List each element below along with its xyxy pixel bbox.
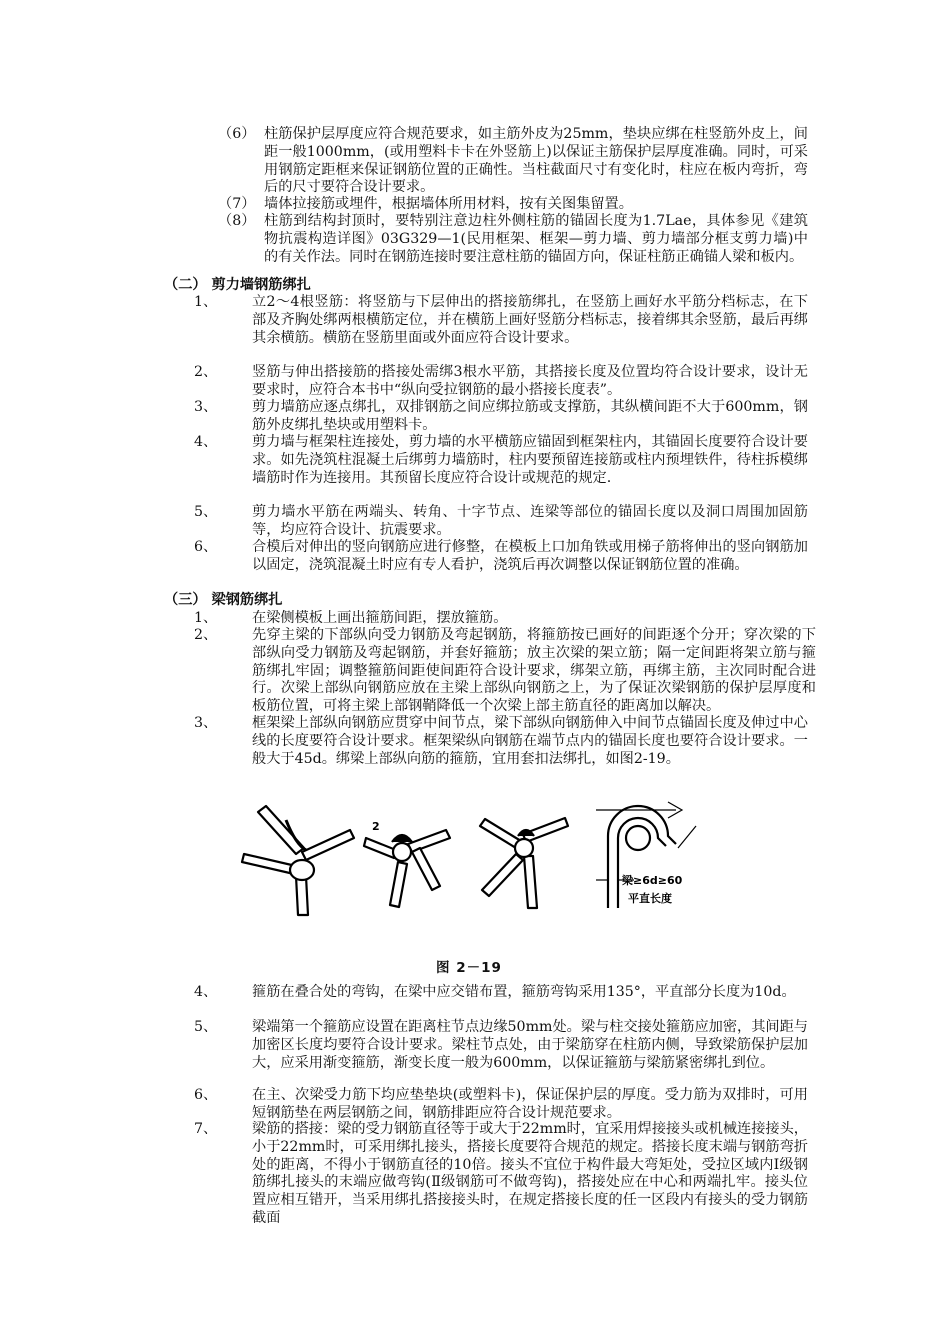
list-item: [194, 434, 808, 506]
item-text: 合模后对伸出的竖向钢筋应进行修整，在模板上口加角铁或用梯子筋将伸出的竖向钢筋加以固定，浇筑混凝土时应有专人看护，浇筑后再次调整以保证钢筋位置的准确。: [252, 539, 808, 573]
list-item: [194, 715, 808, 787]
item-text: 剪力墙筋应逐点绑扎，双排钢筋之间应绑拉筋或支撑筋，其纵横间距不大于600mm，钢筋外皮绑扎垫块或用塑料卡。: [252, 399, 808, 433]
item-text: 剪力墙水平筋在两端头、转角、十字节点、连梁等部位的锚固长度以及洞口周围加固筋等，均应符合设计、抗震要求。: [252, 504, 808, 538]
list-item: [194, 984, 808, 1020]
item-number: （7）: [218, 196, 256, 212]
item-number: 2、: [194, 627, 218, 643]
tie-diagram-3: [480, 818, 568, 908]
section-heading: （二） 剪力墙钢筋绑扎: [164, 277, 311, 293]
item-text: 墙体拉接筋或埋件，根据墙体所用材料，按有关图集留置。: [264, 196, 633, 212]
list-item: [194, 539, 808, 593]
item-number: 1、: [194, 610, 218, 626]
item-number: 7、: [194, 1121, 218, 1137]
item-text: 竖筋与伸出搭接筋的搭接处需绑3根水平筋，其搭接长度及位置均符合设计要求，设计无要求时，应符合本书中“纵向受拉钢筋的最小搭接长度表”。: [252, 364, 808, 398]
list-item: [194, 610, 808, 628]
list-item: [194, 294, 808, 366]
item-number: 4、: [194, 984, 218, 1000]
item-number: 3、: [194, 399, 218, 415]
item-number: 2、: [194, 364, 218, 380]
item-text: 框架梁上部纵向钢筋应贯穿中间节点，梁下部纵向钢筋伸入中间节点锚固长度及伸过中心线的长度要符合设计要求。框架梁纵向钢筋在端节点内的锚固长度也要符合设计要求。一般大于45d。绑梁上部纵向筋的箍筋，宜用套扣法绑扎，如图2-19。: [252, 715, 808, 767]
item-text: 在梁侧模板上画出箍筋间距，摆放箍筋。: [252, 610, 508, 626]
tie-diagram-1: [242, 806, 354, 915]
list-item: [218, 126, 808, 198]
hook-diagram: [596, 802, 696, 908]
list-item: [218, 196, 808, 214]
item-text: 梁筋的搭接：梁的受力钢筋直径等于或大于22mm时，宜采用焊接接头或机械连接接头，小于22mm时，可采用绑扎接头，搭接长度要符合规范的规定。搭接长度末端与钢筋弯折处的距离，不得小于钢筋直径的10倍。接头不宜位于构件最大弯矩处，受拉区域内Ⅰ级钢筋绑扎接头的末端应做弯钩(Ⅱ级钢筋可不做弯钩)，搭接处应在中心和两端扎牢。接头位置应相互错开，当采用绑扎搭接接头时，在规定搭接长度的任一区段内有接头的受力钢筋截面: [252, 1121, 808, 1226]
anchor-note: 梁≥6d≥60: [622, 874, 683, 887]
list-item: [194, 1121, 808, 1247]
figure-caption: 图 2－19: [436, 960, 502, 976]
list-item: [194, 1019, 808, 1091]
item-number: 3、: [194, 715, 218, 731]
item-text: 梁端第一个箍筋应设置在距离柱节点边缘50mm处。梁与柱交接处箍筋应加密，其间距与加密区长度均要符合设计要求。梁柱节点处，由于梁筋穿在柱筋内侧，导致梁筋保护层加大，应采用渐变箍筋，渐变长度一般为600mm，以保证箍筋与梁筋紧密绑扎到位。: [252, 1019, 808, 1071]
item-number: 4、: [194, 434, 218, 450]
item-text: 在主、次梁受力筋下均应垫垫块(或塑料卡)，保证保护层的厚度。受力筋为双排时，可用短钢筋垫在两层钢筋之间，钢筋排距应符合设计规范要求。: [252, 1087, 808, 1121]
item-number: （6）: [218, 126, 256, 142]
list-item: [194, 364, 808, 400]
item-text: 箍筋在叠合处的弯钩，在梁中应交错布置，箍筋弯钩采用135°，平直部分长度为10d。: [252, 984, 796, 1000]
item-text: 先穿主梁的下部纵向受力钢筋及弯起钢筋，将箍筋按已画好的间距逐个分开；穿次梁的下部纵向受力钢筋及弯起钢筋，并套好箍筋；放主次梁的架立筋；隔一定间距将架立筋与箍筋绑扎牢固；调整箍筋间距使间距符合设计要求，绑架立筋，再绑主筋，主次同时配合进行。次梁上部纵向钢筋应放在主梁上部纵向钢筋之上，为了保证次梁钢筋的保护层厚度和板筋位置，可将主梁上部钢鞘降低一个次梁上部主筋直径的距离加以解决。: [252, 627, 816, 715]
item-number: 6、: [194, 539, 218, 555]
item-number: 5、: [194, 504, 218, 520]
item-text: 柱筋到结构封顶时，要特别注意边柱外侧柱筋的锚固长度为1.7Lae，具体参见《建筑物抗震构造详图》03G329—1(民用框架、框架—剪力墙、剪力墙部分框支剪力墙)中的有关作法。同时在钢筋连接时要注意柱筋的锚固方向，保证柱筋正确锚人梁和板内。: [264, 213, 808, 265]
section-heading: （三） 梁钢筋绑扎: [164, 592, 283, 608]
item-text: 柱筋保护层厚度应符合规范要求，如主筋外皮为25mm，垫块应绑在柱竖筋外皮上，间距一般1000mm，(或用塑料卡卡在外竖筋上)以保证主筋保护层厚度准确。同时，可采用钢筋定距框来保证钢筋位置的正确性。当柱截面尺寸有变化时，柱应在板内弯折，弯后的尺寸要符合设计要求。: [264, 126, 808, 196]
rebar-tie-figure: [236, 790, 706, 920]
rebar-tie-diagram: [236, 790, 706, 920]
item-text: 剪力墙与框架柱连接处，剪力墙的水平横筋应锚固到框架柱内，其锚固长度要符合设计要求。如先浇筑柱混凝土后绑剪力墙筋时，柱内要预留连接筋或柱内预埋铁件，待柱拆模绑墙筋时作为连接用。其预留长度应符合设计或规范的规定.: [252, 434, 808, 486]
list-item: [218, 213, 808, 285]
figure-label-2: 2: [372, 820, 380, 833]
item-number: 1、: [194, 294, 218, 310]
item-text: 立2～4根竖筋：将竖筋与下层伸出的搭接筋绑扎，在竖筋上画好水平筋分档标志，在下部及齐胸处绑两根横筋定位，并在横筋上画好竖筋分档标志，接着绑其余竖筋，最后再绑其余横筋。横筋在竖筋里面或外面应符合设计要求。: [252, 294, 808, 346]
item-number: 5、: [194, 1019, 218, 1035]
list-item: [194, 399, 808, 435]
tie-diagram-2: [364, 820, 450, 907]
flat-length-label: 平直长度: [628, 892, 672, 905]
item-number: 6、: [194, 1087, 218, 1103]
list-item: [194, 1087, 808, 1123]
list-item: [194, 504, 808, 540]
item-number: （8）: [218, 213, 256, 229]
